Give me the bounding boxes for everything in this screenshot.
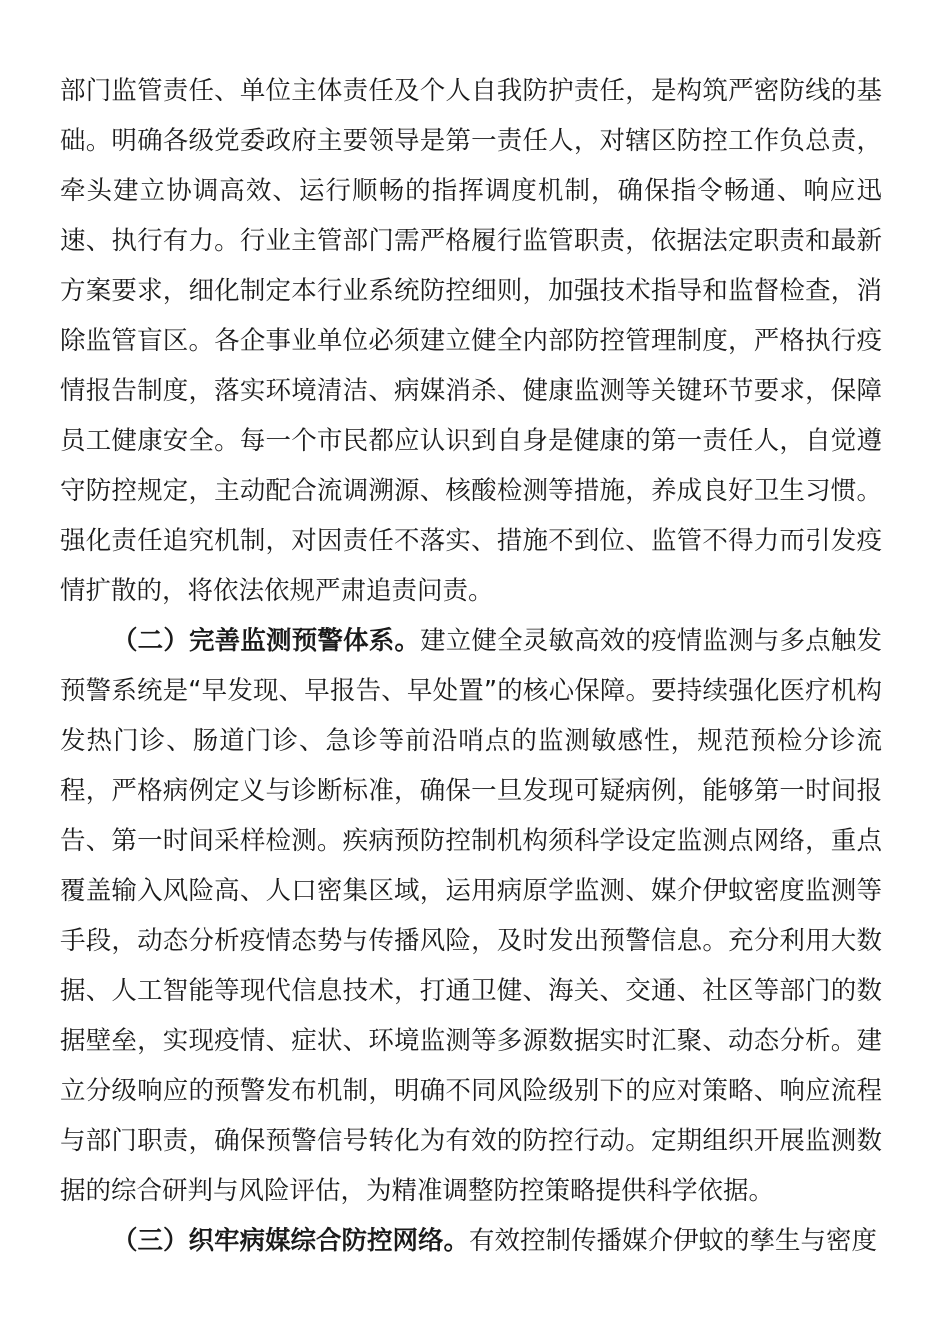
paragraph-monitoring-warning	[60, 616, 882, 1216]
paragraph-text: 建立健全灵敏高效的疫情监测与多点触发预警系统是“早发现、早报告、早处置”的核心保障。要持续强化医疗机构发热门诊、肠道门诊、急诊等前沿哨点的监测敏感性，规范预检分诊流程，严格病例定义与诊断标准，确保一旦发现可疑病例，能够第一时间报告、第一时间采样检测。疾病预防控制机构须科学设定监测点网络，重点覆盖输入风险高、人口密集区域，运用病原学监测、媒介伊蚊密度监测等手段，动态分析疫情态势与传播风险，及时发出预警信息。充分利用大数据、人工智能等现代信息技术，打通卫健、海关、交通、社区等部门的数据壁垒，实现疫情、症状、环境监测等多源数据实时汇聚、动态分析。建立分级响应的预警发布机制，明确不同风险级别下的应对策略、响应流程与部门职责，确保预警信号转化为有效的防控行动。定期组织开展监测数据的综合研判与风险评估，为精准调整防控策略提供科学依据。	[60, 626, 882, 1206]
document-body	[60, 66, 882, 1266]
paragraph-vector-control	[60, 1216, 882, 1266]
paragraph-text: 有效控制传播媒介伊蚊的孳生与密度	[469, 1226, 878, 1256]
section-heading-2: （二）完善监测预警体系。	[112, 626, 421, 656]
paragraph-text: 部门监管责任、单位主体责任及个人自我防护责任，是构筑严密防线的基础。明确各级党委政府主要领导是第一责任人，对辖区防控工作负总责，牵头建立协调高效、运行顺畅的指挥调度机制，确保指令畅通、响应迅速、执行有力。行业主管部门需严格履行监管职责，依据法定职责和最新方案要求，细化制定本行业系统防控细则，加强技术指导和监督检查，消除监管盲区。各企事业单位必须建立健全内部防控管理制度，严格执行疫情报告制度，落实环境清洁、病媒消杀、健康监测等关键环节要求，保障员工健康安全。每一个市民都应认识到自身是健康的第一责任人，自觉遵守防控规定，主动配合流调溯源、核酸检测等措施，养成良好卫生习惯。强化责任追究机制，对因责任不落实、措施不到位、监管不得力而引发疫情扩散的，将依法依规严肃追责问责。	[60, 76, 882, 606]
section-heading-3: （三）织牢病媒综合防控网络。	[112, 1226, 470, 1256]
paragraph-responsibility	[60, 66, 882, 616]
